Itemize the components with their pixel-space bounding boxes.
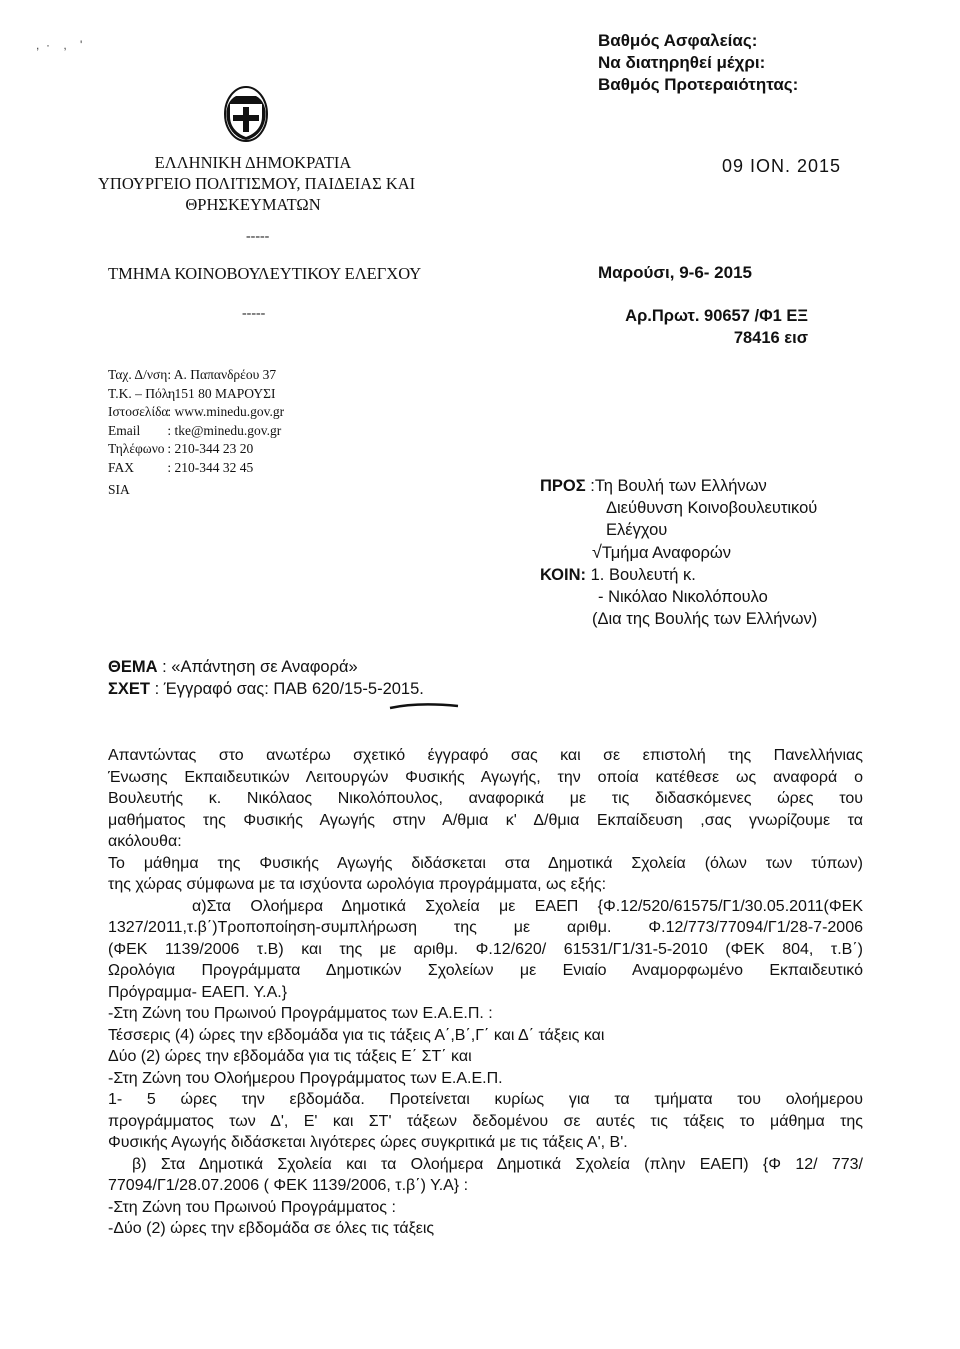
body-line: Τέσσερις (4) ώρες την εβδομάδα για τις τάξεις Α΄,Β΄,Γ΄ και Δ΄ τάξεις και bbox=[108, 1026, 605, 1044]
body-line: -Στη Ζώνη του Πρωινού Προγράμματος : bbox=[108, 1198, 396, 1216]
department-separator: ----- bbox=[242, 306, 266, 321]
body-line: 1- 5 ώρες την εβδομάδα. Προτείνεται κυρίως για τα τμήματα του ολοήμερου bbox=[108, 1091, 863, 1108]
contact-row bbox=[108, 440, 284, 459]
contact-value: : 210-344 23 20 bbox=[167, 441, 254, 456]
security-classification: Βαθμός Ασφαλείας: bbox=[598, 31, 758, 50]
underline-mark bbox=[388, 700, 460, 712]
contact-label: Τ.Κ. – Πόλη bbox=[108, 385, 176, 401]
to-line-3: Ελέγχου bbox=[606, 521, 668, 539]
body-line: Φυσικής Αγωγής διδάσκεται λιγότερες ώρες συγκριτικά με τις τάξεις Α', Β'. bbox=[108, 1134, 628, 1151]
body-line: β) Στα Δημοτικά Σχολεία και τα Ολοήμερα Δημοτικά Σχολεία (πλην ΕΑΕΠ) {Φ 12/ 773/ bbox=[132, 1155, 863, 1173]
to-line-1: :Τη Βουλή των Ελλήνων bbox=[590, 477, 767, 495]
header-separator: ----- bbox=[246, 229, 270, 244]
contact-row bbox=[108, 422, 284, 441]
contact-label: SIA bbox=[108, 482, 130, 497]
body-line: Δύο (2) ώρες την εβδομάδα για τις τάξεις Ε΄ ΣΤ΄ και bbox=[108, 1048, 472, 1065]
security-block bbox=[598, 30, 798, 96]
contact-row bbox=[108, 403, 284, 422]
body-line: Ένωσης Εκπαιδευτικών Λειτουργών Φυσικής Αγωγής, την οποία κατέθεσε ως αναφορά ο bbox=[108, 768, 863, 786]
cc-label: ΚΟΙΝ: bbox=[540, 566, 586, 584]
letter-body bbox=[108, 745, 863, 1240]
to-label: ΠΡΟΣ bbox=[540, 477, 586, 495]
checkmark-icon: √ bbox=[592, 542, 602, 562]
header-republic: ΕΛΛΗΝΙΚΗ ΔΗΜΟΚΡΑΤΙΑ bbox=[154, 153, 352, 172]
contact-row bbox=[108, 459, 284, 478]
contact-label: Ιστοσελίδα bbox=[108, 404, 169, 419]
body-line: 1327/2011,τ.β΄)Τροποποίηση-συμπλήρωση της με αριθμ. Φ.12/773/77094/Γ1/28-7-2006 bbox=[108, 919, 863, 936]
subject-label: ΘΕΜΑ bbox=[108, 658, 158, 676]
protocol-line-2: 78416 εισ bbox=[733, 329, 808, 347]
body-line: Το μάθημα της Φυσικής Αγωγής διδάσκεται στα Δημοτικά Σχολεία (όλων των τύπων) bbox=[108, 854, 863, 872]
reference-label: ΣΧΕΤ bbox=[108, 680, 150, 698]
subject-text: : «Απάντηση σε Αναφορά» bbox=[162, 658, 358, 676]
paragraph-b-morning bbox=[108, 1197, 863, 1240]
reference-row bbox=[108, 678, 424, 700]
contact-row bbox=[108, 385, 284, 404]
to-line-4: Τμήμα Αναφορών bbox=[601, 544, 732, 562]
cc-line-3: (Δια της Βουλής των Ελλήνων) bbox=[592, 610, 818, 628]
contact-value: : tke@minedu.gov.gr bbox=[167, 422, 282, 438]
contact-row bbox=[108, 481, 284, 500]
paragraph-a bbox=[108, 896, 863, 1004]
body-line: -Δύο (2) ώρες την εβδομάδα σε όλες τις τάξεις bbox=[108, 1220, 435, 1237]
body-line: Πρόγραμμα- ΕΑΕΠ. Υ.Α.} bbox=[108, 983, 288, 1001]
body-line: -Στη Ζώνη του Πρωινού Προγράμματος των Ε.Α.Ε.Π. : bbox=[108, 1005, 493, 1022]
place-date: Μαρούσι, 9-6- 2015 bbox=[598, 263, 752, 282]
scan-marks: , · , ' bbox=[36, 38, 83, 52]
contact-value: : 210-344 32 45 bbox=[167, 459, 254, 475]
subject-block bbox=[108, 656, 424, 700]
contact-value: : 151 80 ΜΑΡΟΥΣΙ bbox=[167, 385, 276, 401]
contact-label: FAX bbox=[108, 459, 135, 475]
received-stamp: 09 ΙΟΝ. 2015 bbox=[722, 156, 842, 176]
header-ministry-cont: ΘΡΗΣΚΕΥΜΑΤΩΝ bbox=[185, 195, 321, 214]
security-priority: Βαθμός Προτεραιότητας: bbox=[598, 75, 799, 94]
paragraph-morning-zone bbox=[108, 1003, 863, 1089]
body-line: 77094/Γ1/28.07.2006 ( ΦΕΚ 1139/2006, τ.β΄) Υ.Α} : bbox=[108, 1177, 469, 1194]
body-line: της χώρας σύμφωνα με τα ισχύοντα ωρολόγια προγράμματα, ως εξής: bbox=[108, 876, 607, 893]
subject-row bbox=[108, 656, 424, 678]
paragraph-allday-zone bbox=[108, 1089, 863, 1154]
body-line: προγράμματος των Δ', Ε' και ΣΤ' τάξεων δεδομένου σε αυτές τις τάξεις το μάθημα της bbox=[108, 1112, 863, 1130]
body-line: μαθήματος της Φυσικής Αγωγής στην Α/θμια κ' Δ/θμια Εκπαίδευση ,σας γνωρίζουμε τα bbox=[108, 811, 863, 829]
contact-row bbox=[108, 366, 284, 385]
body-line: Βουλευτής κ. Νικόλαος Νικολόπουλος, αναφορικά με τις διδασκόμενες ώρες του bbox=[108, 790, 863, 807]
cc-row bbox=[540, 564, 817, 586]
contact-label: Τηλέφωνο bbox=[108, 441, 165, 456]
cc-line-2: - Νικόλαο Νικολόπουλο bbox=[598, 588, 768, 606]
body-line: Ωρολόγια Προγράμματα Δημοτικών Σχολείων με Ενιαίο Αναμορφωμένο Εκπαιδευτικό bbox=[108, 962, 863, 979]
contact-details bbox=[108, 366, 284, 500]
recipients-block bbox=[540, 475, 817, 630]
header-ministry: ΥΠΟΥΡΓΕΙΟ ΠΟΛΙΤΙΣΜΟΥ, ΠΑΙΔΕΙΑΣ ΚΑΙ bbox=[98, 174, 416, 193]
body-line: -Στη Ζώνη του Ολοήμερου Προγράμματος των Ε.Α.Ε.Π. bbox=[108, 1069, 503, 1087]
paragraph-schedule bbox=[108, 853, 863, 896]
contact-value: : Α. Παπανδρέου 37 bbox=[167, 367, 277, 382]
department-name: ΤΜΗΜΑ ΚΟΙΝΟΒΟΥΛΕΥΤΙΚΟΥ ΕΛΕΓΧΟΥ bbox=[108, 264, 422, 283]
contact-label: Ταχ. Δ/νση bbox=[108, 367, 168, 382]
body-line: (ΦΕΚ 1139/2006 τ.Β) και της με αριθμ. Φ.12/620/ 61531/Γ1/31-5-2010 (ΦΕΚ 804, τ.Β΄) bbox=[108, 940, 863, 958]
body-line: Απαντώντας στο ανωτέρω σχετικό έγγραφό σας και σε επιστολή της Πανελλήνιας bbox=[108, 747, 863, 764]
paragraph-intro bbox=[108, 745, 863, 853]
to-line-2: Διεύθυνση Κοινοβουλευτικού bbox=[606, 499, 818, 517]
protocol-number bbox=[560, 305, 808, 349]
contact-value: : www.minedu.gov.gr bbox=[167, 404, 285, 419]
security-retain-until: Να διατηρηθεί μέχρι: bbox=[598, 53, 766, 72]
cc-line-1: 1. Βουλευτή κ. bbox=[590, 566, 696, 584]
body-line: ακόλουθα: bbox=[108, 833, 182, 850]
reference-text: : Έγγραφό σας: ΠΑΒ 620/15-5-2015. bbox=[154, 680, 424, 698]
to-line-4-row bbox=[540, 541, 817, 564]
body-line: α)Στα Ολοήμερα Δημοτικά Σχολεία με ΕΑΕΠ {Φ.12/520/61575/Γ1/30.05.2011(ΦΕΚ bbox=[192, 897, 863, 915]
recipient-to-row bbox=[540, 475, 817, 497]
paragraph-b bbox=[108, 1154, 863, 1197]
coat-of-arms-emblem bbox=[218, 82, 274, 146]
ministry-header bbox=[98, 152, 416, 215]
protocol-line-1: Αρ.Πρωτ. 90657 /Φ1 ΕΞ bbox=[625, 307, 808, 325]
contact-label: Email bbox=[108, 422, 141, 438]
